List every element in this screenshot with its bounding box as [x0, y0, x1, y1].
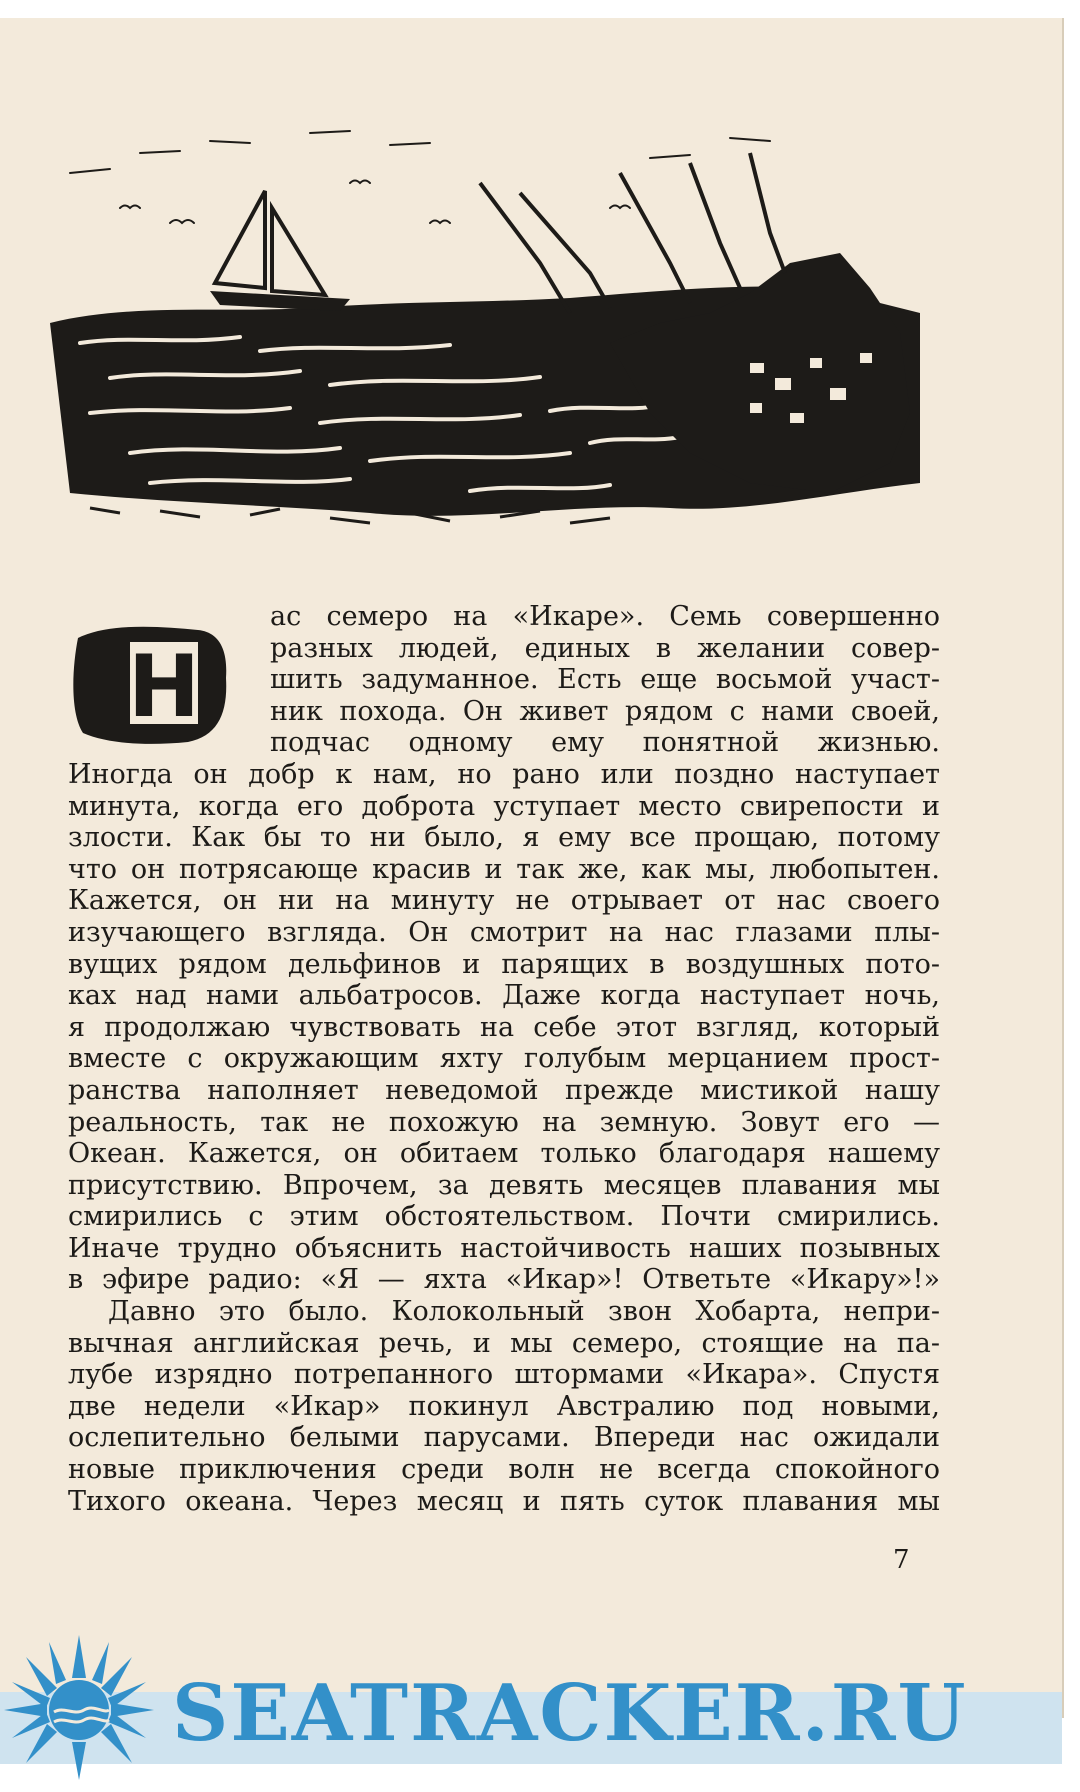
text-line: Тихого океана. Через месяц и пять суток плавания мы [68, 1485, 940, 1517]
text-line: злости. Как бы то ни было, я ему все прощаю, потому [68, 822, 940, 854]
sun-logo-icon [4, 1630, 154, 1780]
page-number: 7 [893, 1545, 910, 1575]
watermark-text: SEATRACKER.RU [172, 1668, 968, 1759]
text-line: лубе изрядно потрепанного штормами «Икара». Спустя [68, 1359, 940, 1391]
text-line: в эфире радио: «Я — яхта «Икар»! Ответьте «Икару»!» [68, 1264, 940, 1296]
text-line: присутствию. Впрочем, за девять месяцев плавания мы [68, 1169, 940, 1201]
text-line: смирились с этим обстоятельством. Почти смирились. [68, 1201, 940, 1233]
text-line: Давно это было. Колокольный звон Хобарта, непри- [108, 1296, 940, 1328]
text-line: Океан. Кажется, он обитаем только благодаря нашему [68, 1138, 940, 1170]
text-line: ках над нами альбатросов. Даже когда наступает ночь, [68, 980, 940, 1012]
text-line: новые приключения среди волн не всегда спокойного [68, 1454, 940, 1486]
text-line: вместе с окружающим яхту голубым мерцанием прост- [68, 1043, 940, 1075]
text-line: я продолжаю чувствовать на себе этот взгляд, который [68, 1011, 940, 1043]
body-text [68, 601, 940, 1517]
text-line: реальность, так не похожую на земную. Зовут его — [68, 1106, 940, 1138]
watermark [0, 1630, 1080, 1780]
text-line: ослепительно белыми парусами. Впереди нас ожидали [68, 1422, 940, 1454]
text-line: две недели «Икар» покинул Австралию под новыми, [68, 1390, 940, 1422]
sailboat-icon [210, 191, 350, 311]
sailing-yacht-harbor-illustration [50, 113, 920, 568]
text-line: ранства наполняет неведомой прежде мистикой нашу [68, 1074, 940, 1106]
text-line: вущих рядом дельфинов и парящих в воздушных пото- [68, 948, 940, 980]
text-line: подчас одному ему понятной жизнью. [270, 727, 940, 759]
text-line: Кажется, он ни на минуту не отрывает от нас своего [68, 885, 940, 917]
text-line: изучающего взгляда. Он смотрит на нас глазами плы- [68, 916, 940, 948]
text-line: что он потрясающе красив и так же, как мы, любопытен. [68, 853, 940, 885]
text-line: Иногда он добр к нам, но рано или поздно наступает [68, 758, 940, 790]
text-line: Иначе трудно объяснить настойчивость наших позывных [68, 1232, 940, 1264]
text-line: шить задуманное. Есть еще восьмой участ- [270, 664, 940, 696]
text-line: разных людей, единых в желании совер- [270, 632, 940, 664]
text-line: вычная английская речь, и мы семеро, стоящие на па- [68, 1327, 940, 1359]
text-line: минута, когда его доброта уступает место свирепости и [68, 790, 940, 822]
book-page [0, 18, 1064, 1718]
text-line: ас семеро на «Икаре». Семь совершенно [270, 601, 940, 632]
text-line: ник похода. Он живет рядом с нами своей, [270, 695, 940, 727]
drop-cap-letter: Н [128, 637, 200, 737]
